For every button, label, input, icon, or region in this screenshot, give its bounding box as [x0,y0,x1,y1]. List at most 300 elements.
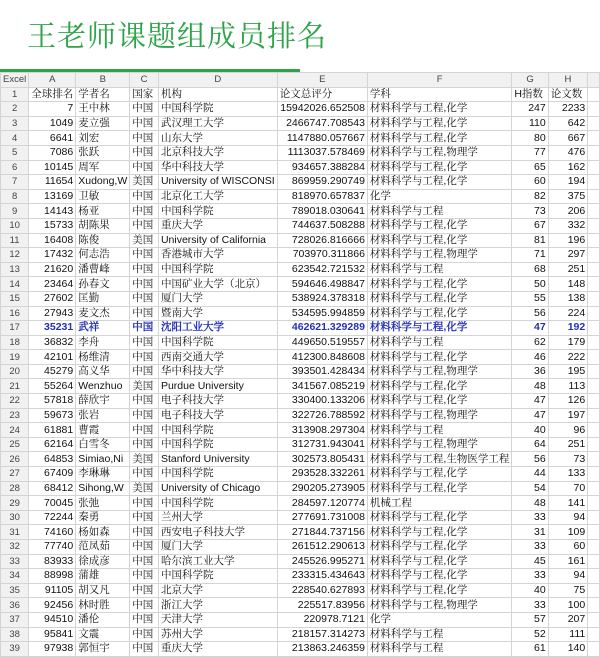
name-cell[interactable]: 匡勤 [76,291,130,306]
paper-count-cell[interactable]: 642 [548,116,588,131]
rank-cell[interactable]: 42101 [29,350,76,365]
subject-cell[interactable]: 材料科学与工程 [367,642,511,657]
row-number[interactable]: 13 [1,262,29,277]
paper-count-cell[interactable]: 133 [548,467,588,482]
h-index-cell[interactable]: 56 [512,306,548,321]
row-number[interactable]: 20 [1,364,29,379]
subject-cell[interactable]: 材料科学与工程,化学 [367,291,511,306]
institution-cell[interactable]: 北京大学 [158,583,277,598]
score-cell[interactable]: 277691.731008 [277,510,367,525]
score-cell[interactable]: 312731.943041 [277,437,367,452]
institution-cell[interactable]: University of WISCONSI [158,175,277,190]
name-cell[interactable]: Simiao,Ni [76,452,130,467]
rank-cell[interactable]: 91105 [29,583,76,598]
empty-cell[interactable] [588,612,600,627]
row-number[interactable]: 37 [1,612,29,627]
rank-cell[interactable]: 61881 [29,423,76,438]
paper-count-cell[interactable]: 96 [548,423,588,438]
empty-cell[interactable] [588,350,600,365]
h-index-cell[interactable]: 57 [512,612,548,627]
row-number[interactable]: 12 [1,248,29,263]
paper-count-cell[interactable]: 100 [548,598,588,613]
score-cell[interactable]: 1147880.057667 [277,131,367,146]
institution-cell[interactable]: 中国科学院 [158,262,277,277]
subject-cell[interactable]: 材料科学与工程,化学 [367,321,511,336]
subject-cell[interactable]: 材料科学与工程,化学 [367,116,511,131]
country-cell[interactable]: 中国 [130,394,159,409]
name-cell[interactable]: 蒲雄 [76,569,130,584]
subject-cell[interactable]: 材料科学与工程,物理学 [367,437,511,452]
empty-cell[interactable] [588,364,600,379]
paper-count-cell[interactable]: 207 [548,612,588,627]
h-index-cell[interactable]: 44 [512,467,548,482]
row-number[interactable]: 21 [1,379,29,394]
institution-cell[interactable]: 中国矿业大学（北京） [158,277,277,292]
name-cell[interactable]: 李舟 [76,335,130,350]
country-cell[interactable]: 中国 [130,525,159,540]
empty-cell[interactable] [588,452,600,467]
score-cell[interactable]: 213863.246359 [277,642,367,657]
institution-cell[interactable]: 山东大学 [158,131,277,146]
h-index-cell[interactable]: 60 [512,175,548,190]
institution-cell[interactable]: 电子科技大学 [158,394,277,409]
row-number[interactable]: 17 [1,321,29,336]
paper-count-cell[interactable]: 197 [548,408,588,423]
h-index-cell[interactable]: 33 [512,569,548,584]
paper-count-cell[interactable]: 113 [548,379,588,394]
institution-cell[interactable]: 电子科技大学 [158,408,277,423]
paper-count-cell[interactable]: 162 [548,160,588,175]
rank-cell[interactable]: 45279 [29,364,76,379]
country-cell[interactable]: 中国 [130,306,159,321]
name-cell[interactable]: 卫敏 [76,189,130,204]
rank-cell[interactable]: 27943 [29,306,76,321]
paper-count-cell[interactable]: 667 [548,131,588,146]
name-cell[interactable]: 李琳琳 [76,467,130,482]
paper-count-cell[interactable]: 60 [548,540,588,555]
empty-cell[interactable] [588,598,600,613]
row-number[interactable]: 32 [1,540,29,555]
name-cell[interactable]: 白雪冬 [76,437,130,452]
institution-cell[interactable]: 暨南大学 [158,306,277,321]
rank-cell[interactable]: 14143 [29,204,76,219]
country-cell[interactable]: 美国 [130,452,159,467]
empty-cell[interactable] [588,540,600,555]
subject-cell[interactable]: 材料科学与工程,化学 [367,569,511,584]
institution-cell[interactable]: 兰州大学 [158,510,277,525]
country-cell[interactable]: 美国 [130,481,159,496]
score-cell[interactable]: 449650.519557 [277,335,367,350]
subject-cell[interactable]: 材料科学与工程,物理学 [367,145,511,160]
country-cell[interactable]: 中国 [130,598,159,613]
subject-cell[interactable]: 材料科学与工程,化学 [367,306,511,321]
row-number[interactable]: 6 [1,160,29,175]
paper-count-cell[interactable]: 70 [548,481,588,496]
rank-cell[interactable]: 95841 [29,627,76,642]
score-cell[interactable]: 393501.428434 [277,364,367,379]
institution-cell[interactable]: 厦门大学 [158,291,277,306]
name-cell[interactable]: 文震 [76,627,130,642]
institution-cell[interactable]: 苏州大学 [158,627,277,642]
subject-cell[interactable]: 材料科学与工程,化学 [367,379,511,394]
rank-cell[interactable]: 10145 [29,160,76,175]
subject-cell[interactable]: 材料科学与工程,化学 [367,102,511,117]
subject-cell[interactable]: 材料科学与工程,化学 [367,481,511,496]
subject-cell[interactable]: 材料科学与工程,化学 [367,583,511,598]
h-index-cell[interactable]: 71 [512,248,548,263]
row-number[interactable]: 8 [1,189,29,204]
rank-cell[interactable]: 21620 [29,262,76,277]
paper-count-cell[interactable]: 94 [548,569,588,584]
rank-cell[interactable]: 13169 [29,189,76,204]
empty-cell[interactable] [588,335,600,350]
row-number[interactable]: 16 [1,306,29,321]
rank-cell[interactable]: 36832 [29,335,76,350]
subject-cell[interactable]: 材料科学与工程 [367,335,511,350]
rank-cell[interactable]: 57818 [29,394,76,409]
name-cell[interactable]: 麦立强 [76,116,130,131]
h-index-cell[interactable]: 48 [512,496,548,511]
score-cell[interactable]: 623542.721532 [277,262,367,277]
institution-cell[interactable]: Stanford University [158,452,277,467]
name-cell[interactable]: 范凤茹 [76,540,130,555]
name-cell[interactable]: 秦勇 [76,510,130,525]
institution-cell[interactable]: 沈阳工业大学 [158,321,277,336]
empty-cell[interactable] [588,131,600,146]
column-header-e[interactable]: E [277,73,367,88]
name-cell[interactable]: 刘宏 [76,131,130,146]
country-cell[interactable]: 中国 [130,423,159,438]
h-index-cell[interactable]: 67 [512,218,548,233]
column-header-c[interactable]: C [130,73,159,88]
paper-count-cell[interactable]: 94 [548,510,588,525]
header-cell[interactable]: 机构 [158,87,277,102]
score-cell[interactable]: 869959.290749 [277,175,367,190]
name-cell[interactable]: Xudong,W [76,175,130,190]
score-cell[interactable]: 818970.657837 [277,189,367,204]
score-cell[interactable]: 15942026.652508 [277,102,367,117]
row-number[interactable]: 36 [1,598,29,613]
institution-cell[interactable]: 天津大学 [158,612,277,627]
paper-count-cell[interactable]: 476 [548,145,588,160]
empty-cell[interactable] [588,218,600,233]
h-index-cell[interactable]: 47 [512,408,548,423]
h-index-cell[interactable]: 50 [512,277,548,292]
institution-cell[interactable]: 华中科技大学 [158,160,277,175]
paper-count-cell[interactable]: 161 [548,554,588,569]
institution-cell[interactable]: 华中科技大学 [158,364,277,379]
paper-count-cell[interactable]: 196 [548,233,588,248]
h-index-cell[interactable]: 31 [512,525,548,540]
subject-cell[interactable]: 材料科学与工程,化学 [367,554,511,569]
country-cell[interactable]: 中国 [130,189,159,204]
row-number[interactable]: 15 [1,291,29,306]
score-cell[interactable]: 728026.816666 [277,233,367,248]
h-index-cell[interactable]: 82 [512,189,548,204]
paper-count-cell[interactable]: 206 [548,204,588,219]
header-cell[interactable]: 论文总评分 [277,87,367,102]
name-cell[interactable]: 胡陈果 [76,218,130,233]
country-cell[interactable]: 中国 [130,554,159,569]
subject-cell[interactable]: 材料科学与工程,化学 [367,467,511,482]
paper-count-cell[interactable]: 141 [548,496,588,511]
paper-count-cell[interactable]: 126 [548,394,588,409]
row-number[interactable]: 27 [1,467,29,482]
institution-cell[interactable]: 西安电子科技大学 [158,525,277,540]
rank-cell[interactable]: 16408 [29,233,76,248]
score-cell[interactable]: 271844.737156 [277,525,367,540]
name-cell[interactable]: 孙春文 [76,277,130,292]
score-cell[interactable]: 789018.030641 [277,204,367,219]
empty-cell[interactable] [588,496,600,511]
h-index-cell[interactable]: 64 [512,437,548,452]
subject-cell[interactable]: 材料科学与工程,物理学 [367,598,511,613]
institution-cell[interactable]: 浙江大学 [158,598,277,613]
institution-cell[interactable]: 中国科学院 [158,204,277,219]
score-cell[interactable]: 538924.378318 [277,291,367,306]
institution-cell[interactable]: 香港城市大学 [158,248,277,263]
row-number[interactable]: 9 [1,204,29,219]
empty-cell[interactable] [588,277,600,292]
empty-cell[interactable] [588,306,600,321]
row-number[interactable]: 25 [1,437,29,452]
rank-cell[interactable]: 1049 [29,116,76,131]
h-index-cell[interactable]: 77 [512,145,548,160]
empty-cell[interactable] [588,627,600,642]
name-cell[interactable]: 潘曹峰 [76,262,130,277]
subject-cell[interactable]: 材料科学与工程,化学 [367,175,511,190]
rank-cell[interactable]: 23464 [29,277,76,292]
rank-cell[interactable]: 74160 [29,525,76,540]
score-cell[interactable]: 330400.133206 [277,394,367,409]
country-cell[interactable]: 中国 [130,102,159,117]
paper-count-cell[interactable]: 224 [548,306,588,321]
row-number[interactable]: 24 [1,423,29,438]
country-cell[interactable]: 美国 [130,175,159,190]
paper-count-cell[interactable]: 195 [548,364,588,379]
country-cell[interactable]: 中国 [130,131,159,146]
score-cell[interactable]: 594646.498847 [277,277,367,292]
country-cell[interactable]: 中国 [130,496,159,511]
column-header-b[interactable]: B [76,73,130,88]
row-number[interactable]: 39 [1,642,29,657]
rank-cell[interactable]: 70045 [29,496,76,511]
institution-cell[interactable]: 中国科学院 [158,569,277,584]
row-number[interactable]: 35 [1,583,29,598]
subject-cell[interactable]: 材料科学与工程,化学 [367,218,511,233]
header-cell[interactable]: 学者名 [76,87,130,102]
subject-cell[interactable]: 材料科学与工程,物理学 [367,248,511,263]
subject-cell[interactable]: 材料科学与工程,化学 [367,394,511,409]
institution-cell[interactable]: 哈尔滨工业大学 [158,554,277,569]
subject-cell[interactable]: 机械工程 [367,496,511,511]
institution-cell[interactable]: University of Chicago [158,481,277,496]
country-cell[interactable]: 中国 [130,160,159,175]
name-cell[interactable]: 胡又凡 [76,583,130,598]
rank-cell[interactable]: 7086 [29,145,76,160]
subject-cell[interactable]: 材料科学与工程,生物医学工程 [367,452,511,467]
row-number[interactable]: 7 [1,175,29,190]
h-index-cell[interactable]: 110 [512,116,548,131]
rank-cell[interactable]: 11654 [29,175,76,190]
country-cell[interactable]: 中国 [130,262,159,277]
subject-cell[interactable]: 材料科学与工程,化学 [367,350,511,365]
row-number[interactable]: 34 [1,569,29,584]
institution-cell[interactable]: 西南交通大学 [158,350,277,365]
rank-cell[interactable]: 77740 [29,540,76,555]
empty-cell[interactable] [588,554,600,569]
country-cell[interactable]: 中国 [130,116,159,131]
name-cell[interactable]: 曹霞 [76,423,130,438]
institution-cell[interactable]: 北京化工大学 [158,189,277,204]
country-cell[interactable]: 中国 [130,627,159,642]
score-cell[interactable]: 1113037.578469 [277,145,367,160]
country-cell[interactable]: 美国 [130,379,159,394]
country-cell[interactable]: 中国 [130,642,159,657]
subject-cell[interactable]: 材料科学与工程,化学 [367,540,511,555]
paper-count-cell[interactable]: 251 [548,262,588,277]
score-cell[interactable]: 462621.329289 [277,321,367,336]
score-cell[interactable]: 412300.848608 [277,350,367,365]
institution-cell[interactable]: 中国科学院 [158,467,277,482]
paper-count-cell[interactable]: 111 [548,627,588,642]
header-cell[interactable]: 国家 [130,87,159,102]
paper-count-cell[interactable]: 179 [548,335,588,350]
row-number[interactable]: 26 [1,452,29,467]
column-header-a[interactable]: A [29,73,76,88]
score-cell[interactable]: 290205.273905 [277,481,367,496]
institution-cell[interactable]: 中国科学院 [158,335,277,350]
institution-cell[interactable]: 北京科技大学 [158,145,277,160]
row-number[interactable]: 23 [1,408,29,423]
h-index-cell[interactable]: 55 [512,291,548,306]
country-cell[interactable]: 中国 [130,277,159,292]
score-cell[interactable]: 313908.297304 [277,423,367,438]
country-cell[interactable]: 中国 [130,350,159,365]
h-index-cell[interactable]: 61 [512,642,548,657]
h-index-cell[interactable]: 48 [512,379,548,394]
paper-count-cell[interactable]: 2233 [548,102,588,117]
rank-cell[interactable]: 55264 [29,379,76,394]
row-number[interactable]: 5 [1,145,29,160]
empty-cell[interactable] [588,481,600,496]
country-cell[interactable]: 中国 [130,569,159,584]
empty-cell[interactable] [588,394,600,409]
name-cell[interactable]: 杨如森 [76,525,130,540]
paper-count-cell[interactable]: 138 [548,291,588,306]
row-number[interactable]: 30 [1,510,29,525]
column-header-d[interactable]: D [158,73,277,88]
country-cell[interactable]: 中国 [130,510,159,525]
row-number[interactable]: 11 [1,233,29,248]
rank-cell[interactable]: 6641 [29,131,76,146]
name-cell[interactable]: 林时胜 [76,598,130,613]
h-index-cell[interactable]: 62 [512,335,548,350]
empty-cell[interactable] [588,510,600,525]
rank-cell[interactable]: 88998 [29,569,76,584]
empty-cell[interactable] [588,175,600,190]
row-number[interactable]: 18 [1,335,29,350]
institution-cell[interactable]: 中国科学院 [158,437,277,452]
header-cell[interactable]: 论文数 [548,87,588,102]
country-cell[interactable]: 中国 [130,612,159,627]
subject-cell[interactable]: 材料科学与工程 [367,423,511,438]
rank-cell[interactable]: 72244 [29,510,76,525]
subject-cell[interactable]: 材料科学与工程,化学 [367,510,511,525]
column-header-g[interactable]: G [512,73,548,88]
country-cell[interactable]: 中国 [130,335,159,350]
h-index-cell[interactable]: 65 [512,160,548,175]
name-cell[interactable]: 潘伦 [76,612,130,627]
subject-cell[interactable]: 材料科学与工程,物理学 [367,364,511,379]
subject-cell[interactable]: 材料科学与工程,化学 [367,160,511,175]
rank-cell[interactable]: 64853 [29,452,76,467]
subject-cell[interactable]: 材料科学与工程,化学 [367,277,511,292]
h-index-cell[interactable]: 40 [512,423,548,438]
h-index-cell[interactable]: 52 [512,627,548,642]
empty-cell[interactable] [588,467,600,482]
empty-cell[interactable] [588,262,600,277]
country-cell[interactable]: 中国 [130,437,159,452]
paper-count-cell[interactable]: 192 [548,321,588,336]
row-number[interactable]: 2 [1,102,29,117]
name-cell[interactable]: Sihong,W [76,481,130,496]
h-index-cell[interactable]: 33 [512,598,548,613]
paper-count-cell[interactable]: 251 [548,437,588,452]
h-index-cell[interactable]: 33 [512,540,548,555]
rank-cell[interactable]: 35231 [29,321,76,336]
column-header-h[interactable]: H [548,73,588,88]
score-cell[interactable]: 220978.7121 [277,612,367,627]
institution-cell[interactable]: 中国科学院 [158,496,277,511]
score-cell[interactable]: 261512.290613 [277,540,367,555]
score-cell[interactable]: 534595.994859 [277,306,367,321]
empty-cell[interactable] [588,408,600,423]
rank-cell[interactable]: 92456 [29,598,76,613]
rank-cell[interactable]: 62164 [29,437,76,452]
empty-cell[interactable] [588,642,600,657]
country-cell[interactable]: 中国 [130,408,159,423]
paper-count-cell[interactable]: 140 [548,642,588,657]
paper-count-cell[interactable]: 375 [548,189,588,204]
empty-cell[interactable] [588,160,600,175]
rank-cell[interactable]: 27602 [29,291,76,306]
country-cell[interactable]: 中国 [130,364,159,379]
score-cell[interactable]: 703970.311866 [277,248,367,263]
h-index-cell[interactable]: 36 [512,364,548,379]
rank-cell[interactable]: 7 [29,102,76,117]
empty-cell[interactable] [588,437,600,452]
subject-cell[interactable]: 材料科学与工程 [367,204,511,219]
name-cell[interactable]: 郭恒宇 [76,642,130,657]
rank-cell[interactable]: 67409 [29,467,76,482]
subject-cell[interactable]: 材料科学与工程,化学 [367,233,511,248]
header-cell[interactable]: 学科 [367,87,511,102]
institution-cell[interactable]: Purdue University [158,379,277,394]
score-cell[interactable]: 744637.508288 [277,218,367,233]
name-cell[interactable]: 张跃 [76,145,130,160]
institution-cell[interactable]: 厦门大学 [158,540,277,555]
score-cell[interactable]: 293528.332261 [277,467,367,482]
h-index-cell[interactable]: 47 [512,394,548,409]
score-cell[interactable]: 934657.388284 [277,160,367,175]
empty-cell[interactable] [588,204,600,219]
institution-cell[interactable]: 中国科学院 [158,102,277,117]
empty-cell[interactable] [588,102,600,117]
subject-cell[interactable]: 材料科学与工程,化学 [367,131,511,146]
paper-count-cell[interactable]: 148 [548,277,588,292]
row-number[interactable]: 38 [1,627,29,642]
